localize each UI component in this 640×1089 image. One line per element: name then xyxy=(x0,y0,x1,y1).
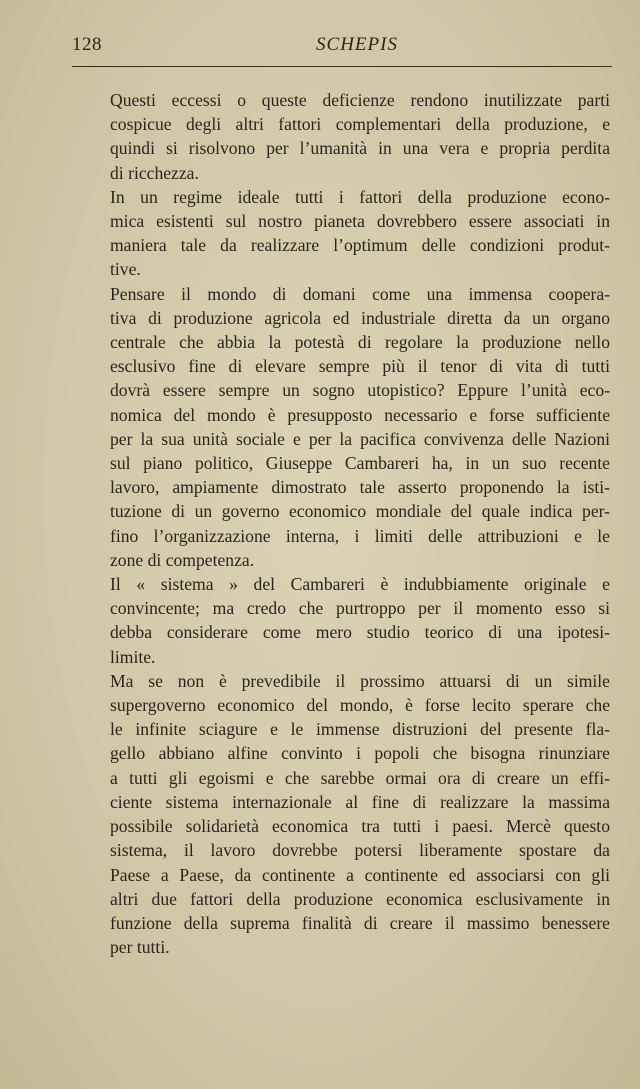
body-text xyxy=(74,88,610,959)
text-line: possibile solidarietà economica tra tutti i paesi. Mercè questo xyxy=(110,816,610,837)
text-line: a tutti gli egoismi e che sarebbe ormai ora di creare un effi- xyxy=(110,767,610,788)
text-line: Questi eccessi o queste deficienze rendono inutilizzate parti xyxy=(110,90,610,110)
running-head xyxy=(72,34,612,60)
header-rule xyxy=(72,66,612,67)
text-line: fino l’organizzazione interna, i limiti delle attribuzioni e le xyxy=(110,525,610,546)
paragraph-3 xyxy=(74,282,610,572)
text-line: lavoro, ampiamente dimostrato tale asserto proponendo la isti- xyxy=(110,477,610,498)
text-line: funzione della suprema finalità di creare il massimo benessere xyxy=(110,912,610,933)
text-line: limite. xyxy=(110,646,156,667)
text-line: di ricchezza. xyxy=(110,162,199,183)
text-line: dovrà essere sempre un sogno utopistico? Eppure l’unità eco- xyxy=(110,380,610,401)
running-title: SCHEPIS xyxy=(316,34,398,55)
text-line: gello abbiano alfine convinto i popoli che bisogna rinunziare xyxy=(110,743,610,764)
text-line: In un regime ideale tutti i fattori della produzione econo- xyxy=(110,186,610,207)
text-line: nomica del mondo è presupposto necessario e forse sufficiente xyxy=(110,404,610,425)
text-line: le infinite sciagure e le immense distruzioni del presente fla- xyxy=(110,719,610,740)
paragraph-5 xyxy=(74,669,610,959)
text-line: debba considerare come mero studio teorico di una ipotesi- xyxy=(110,622,610,643)
text-line: per tutti. xyxy=(110,937,170,958)
text-line: tiva di produzione agricola ed industriale diretta da un organo xyxy=(110,307,610,328)
text-line: Il « sistema » del Cambareri è indubbiamente originale e xyxy=(110,574,610,595)
text-line: zone di competenza. xyxy=(110,549,255,570)
text-line: tive. xyxy=(110,259,141,280)
text-line: convincente; ma credo che purtroppo per il momento esso si xyxy=(110,598,610,619)
text-line: Pensare il mondo di domani come una immensa coopera- xyxy=(110,283,610,304)
text-line: Ma se non è prevedibile il prossimo attuarsi di un simile xyxy=(110,670,610,691)
text-line: tuzione di un governo economico mondiale del quale indica per- xyxy=(110,501,610,522)
text-line: supergoverno economico del mondo, è forse lecito sperare che xyxy=(110,695,610,716)
text-line: maniera tale da realizzare l’optimum delle condizioni produt- xyxy=(110,235,610,256)
text-line: sul piano politico, Giuseppe Cambareri ha, in un suo recente xyxy=(110,453,610,474)
paragraph-4 xyxy=(74,572,610,669)
text-line: mica esistenti sul nostro pianeta dovrebbero essere associati in xyxy=(110,211,610,232)
text-line: Paese a Paese, da continente a continente ed associarsi con gli xyxy=(110,864,610,885)
text-line: centrale che abbia la potestà di regolare la produzione nello xyxy=(110,332,610,353)
paragraph-2 xyxy=(74,185,610,282)
text-line: ciente sistema internazionale al fine di realizzare la massima xyxy=(110,791,610,812)
paragraph-1 xyxy=(74,88,610,185)
text-line: sistema, il lavoro dovrebbe potersi liberamente spostare da xyxy=(110,840,610,861)
text-line: per la sua unità sociale e per la pacifica convivenza delle Nazioni xyxy=(110,428,610,449)
text-line: cospicue degli altri fattori complementari della produzione, e xyxy=(110,114,610,135)
page-number: 128 xyxy=(72,34,102,55)
text-line: quindi si risolvono per l’umanità in una vera e propria perdita xyxy=(110,138,610,159)
text-line: altri due fattori della produzione economica esclusivamente in xyxy=(110,888,610,909)
text-line: esclusivo fine di elevare sempre più il tenor di vita di tutti xyxy=(110,356,610,377)
